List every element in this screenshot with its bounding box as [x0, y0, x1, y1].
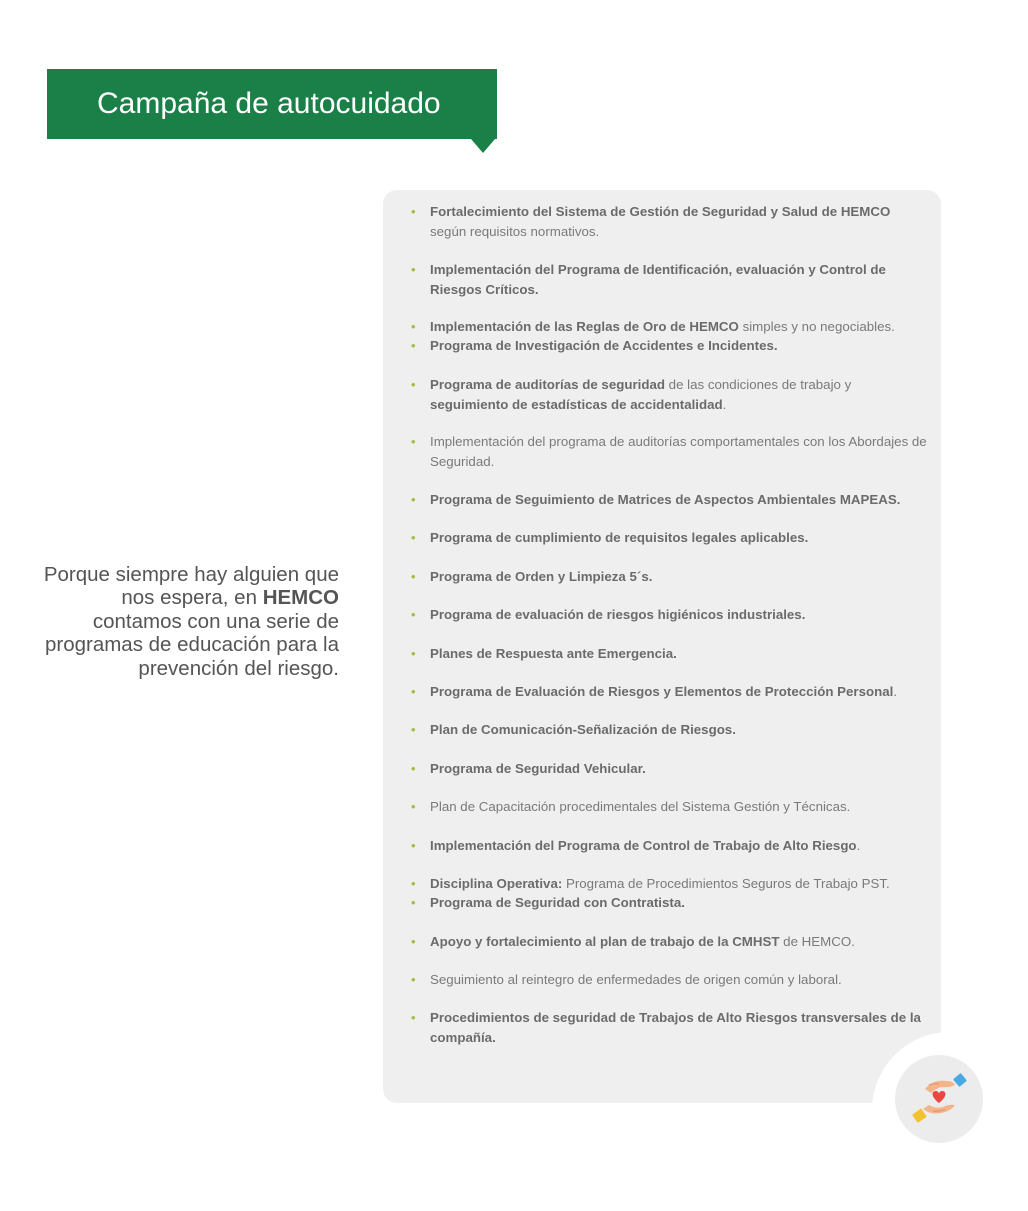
bullet-icon: •	[411, 761, 416, 776]
program-bold: Programa de evaluación de riesgos higiénicos industriales.	[430, 607, 806, 622]
program-text: .	[893, 684, 898, 699]
bullet-icon: •	[411, 1010, 416, 1025]
program-item	[411, 336, 930, 356]
program-bold: Plan de Comunicación-Señalización de Riesgos.	[430, 722, 736, 737]
program-item	[411, 874, 930, 894]
program-bold: Programa de Evaluación de Riesgos y Elementos de Protección Personal	[430, 684, 894, 699]
program-item	[411, 317, 930, 337]
intro-text-before: Porque siempre hay alguien que nos espera, en	[43, 562, 339, 609]
program-bold: Programa de auditorías de seguridad	[430, 377, 665, 392]
program-bold: Programa de cumplimiento de requisitos legales aplicables.	[430, 530, 809, 545]
program-text: .	[856, 838, 861, 853]
bullet-icon: •	[411, 895, 416, 910]
program-bold: Programa de Seguimiento de Matrices de Aspectos Ambientales MAPEAS.	[430, 492, 901, 507]
bullet-icon: •	[411, 492, 416, 507]
program-item	[411, 605, 930, 625]
bullet-icon: •	[411, 799, 416, 814]
program-item	[411, 893, 930, 913]
program-bold: Implementación del Programa de Identificación, evaluación y Control de Riesgos Críticos.	[430, 262, 886, 297]
bullet-icon: •	[411, 607, 416, 622]
bullet-icon: •	[411, 319, 416, 334]
bullet-icon: •	[411, 972, 416, 987]
bullet-icon: •	[411, 838, 416, 853]
program-bold: Programa de Seguridad Vehicular.	[430, 761, 646, 776]
program-item	[411, 260, 930, 299]
program-bold: seguimiento de estadísticas de accidentalidad	[430, 396, 723, 412]
program-item	[411, 1008, 930, 1047]
bullet-icon: •	[411, 876, 416, 891]
program-item	[411, 797, 930, 817]
program-bold: Fortalecimiento del Sistema de Gestión de Seguridad y Salud de HEMCO	[430, 204, 891, 219]
program-item	[411, 375, 930, 414]
program-item	[411, 490, 930, 510]
program-text: de las condiciones de trabajo y	[664, 377, 852, 392]
program-item	[411, 432, 930, 471]
program-bold: Implementación de las Reglas de Oro de HEMCO	[430, 319, 739, 334]
bullet-icon: •	[411, 722, 416, 737]
program-text: Plan de Capacitación procedimentales del Sistema Gestión y Técnicas.	[430, 799, 851, 814]
program-item	[411, 644, 930, 664]
title-banner	[47, 69, 497, 139]
program-text: simples y no negociables.	[738, 319, 895, 334]
programs-panel	[383, 190, 941, 1103]
program-bold: Programa de Orden y Limpieza 5´s.	[430, 569, 653, 584]
program-item	[411, 836, 930, 856]
bullet-icon: •	[411, 646, 416, 661]
program-text: Seguimiento al reintegro de enfermedades de origen común y laboral.	[430, 972, 842, 987]
program-bold: Planes de Respuesta ante Emergencia.	[430, 646, 677, 661]
program-item	[411, 567, 930, 587]
bullet-icon: •	[411, 338, 416, 353]
program-item	[411, 528, 930, 548]
program-item	[411, 682, 930, 702]
program-item	[411, 970, 930, 990]
hands-heart-icon	[895, 1055, 983, 1143]
hands-heart-illustration	[909, 1069, 969, 1129]
program-text: según requisitos normativos.	[430, 223, 600, 239]
program-bold: Implementación del Programa de Control de Trabajo de Alto Riesgo	[430, 838, 857, 853]
program-text: Programa de Procedimientos Seguros de Trabajo PST.	[562, 876, 890, 891]
intro-text-after: contamos con una serie de programas de educación para la prevención del riesgo.	[44, 609, 339, 680]
program-item	[411, 759, 930, 779]
page-title: Campaña de autocuidado	[97, 87, 441, 120]
program-item	[411, 720, 930, 740]
bullet-icon: •	[411, 569, 416, 584]
program-bold: Programa de Seguridad con Contratista.	[430, 895, 685, 910]
intro-paragraph	[30, 563, 339, 681]
program-bold: Programa de Investigación de Accidentes e Incidentes.	[430, 338, 778, 353]
program-bold: Procedimientos de seguridad de Trabajos de Alto Riesgos transversales de la compañía.	[430, 1010, 921, 1045]
bullet-icon: •	[411, 530, 416, 545]
program-item	[411, 932, 930, 952]
program-text: de HEMCO.	[779, 934, 855, 949]
bullet-icon: •	[411, 204, 416, 219]
program-bold: Disciplina Operativa:	[430, 876, 563, 891]
program-item	[411, 202, 930, 241]
program-text: .	[722, 396, 727, 412]
bullet-icon: •	[411, 934, 416, 949]
bullet-icon: •	[411, 684, 416, 699]
intro-brand: HEMCO	[262, 586, 339, 609]
bullet-icon: •	[411, 262, 416, 277]
bullet-icon: •	[411, 434, 416, 449]
bullet-icon: •	[411, 377, 416, 392]
program-text: Implementación del programa de auditorías comportamentales con los Abordajes de Seguridad.	[430, 434, 927, 469]
program-bold: Apoyo y fortalecimiento al plan de trabajo de la CMHST	[430, 934, 780, 949]
